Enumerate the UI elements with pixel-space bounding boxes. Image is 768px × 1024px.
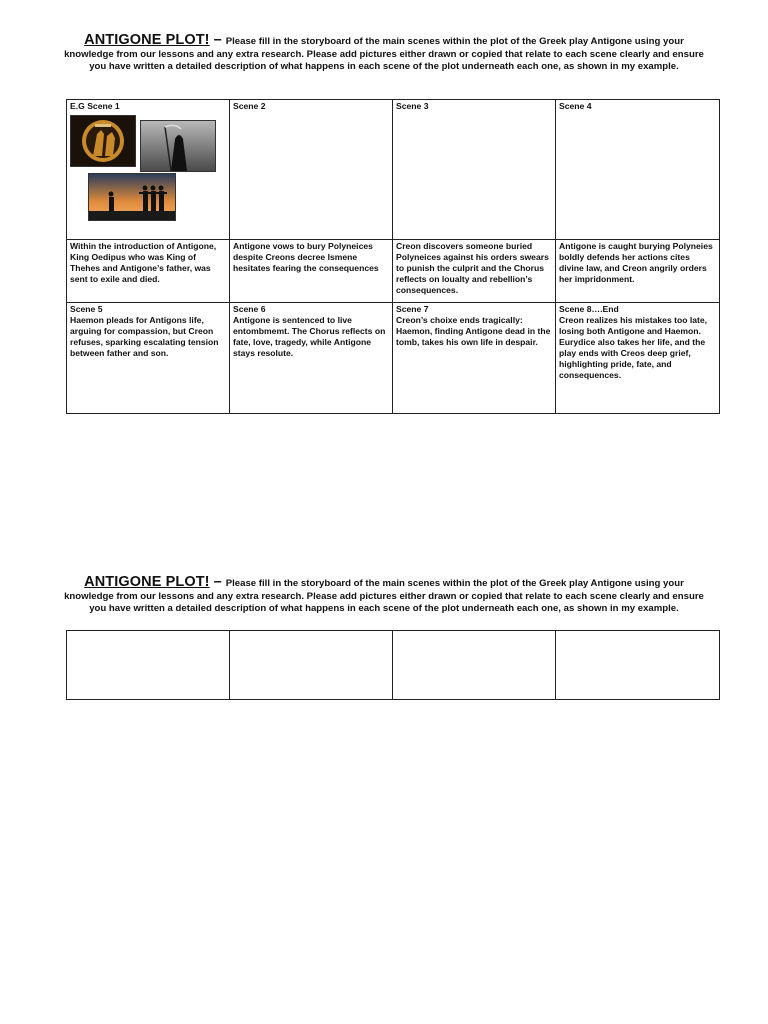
scene-2-label: Scene 2	[233, 101, 266, 111]
scene-7-cell	[393, 303, 556, 414]
title-dash-repeat: –	[209, 574, 226, 590]
description-row	[67, 240, 720, 303]
title-dash: –	[209, 32, 226, 48]
scene-3-label: Scene 3	[396, 101, 429, 111]
grim-reaper-image	[140, 120, 216, 172]
worksheet-title-repeat: ANTIGONE PLOT!	[84, 574, 210, 590]
scene-2-description: Antigone vows to bury Polyneices despite Creons decree Ismene hesitates fearing the consequences	[230, 240, 393, 303]
instructions-text-repeat: Please fill in the storyboard of the main scenes within the plot of the Greek play Antigone using your knowledge from our lessons and any extra research. Please add pictures either drawn or copied that relate to each scene clearly and ensure you have written a detailed description of what happens in each scene of the plot underneath each one, as shown in my example.	[64, 578, 704, 614]
worksheet-title: ANTIGONE PLOT!	[84, 32, 210, 48]
scene-3-description: Creon discovers someone buried Polyneices against his orders swears to punish the culprit and the Chorus reflects on loualty and rebellion’s consequences.	[393, 240, 556, 303]
scene-5-description: Haemon pleads for Antigons life, arguing for compassion, but Creon refuses, sparking escalating tension between father and son.	[70, 315, 219, 358]
scene-6-cell	[230, 303, 393, 414]
empty-storyboard-table	[66, 630, 720, 700]
scene-1-picture-cell	[67, 100, 230, 240]
scene-4-picture-cell	[556, 100, 720, 240]
empty-cell-3[interactable]	[393, 631, 556, 700]
scene-7-label: Scene 7	[396, 304, 429, 314]
silhouette-figures-image	[88, 173, 176, 221]
empty-row	[67, 631, 720, 700]
scene-8-cell	[556, 303, 720, 414]
scene-6-label: Scene 6	[233, 304, 266, 314]
empty-cell-4[interactable]	[556, 631, 720, 700]
picture-row	[67, 100, 720, 240]
scene-1-description: Within the introduction of Antigone, King Oedipus who was King of Thehes and Antigone’s father, was sent to exile and died.	[67, 240, 230, 303]
scene-5-cell	[67, 303, 230, 414]
empty-cell-2[interactable]	[230, 631, 393, 700]
empty-cell-1[interactable]	[67, 631, 230, 700]
greek-vase-image	[70, 115, 136, 167]
instructions-text: Please fill in the storyboard of the main scenes within the plot of the Greek play Antigone using your knowledge from our lessons and any extra research. Please add pictures either drawn or copied that relate to each scene clearly and ensure you have written a detailed description of what happens in each scene of the plot underneath each one, as shown in my example.	[64, 36, 704, 72]
scene-1-pictures	[70, 112, 226, 227]
scene-6-description: Antigone is sentenced to live entombmemt. The Chorus reflects on fate, love, tragedy, while Antigone stays resolute.	[233, 315, 386, 358]
worksheet-header	[64, 34, 704, 74]
scene-1-label: E.G Scene 1	[70, 101, 120, 111]
scene-5-label: Scene 5	[70, 304, 103, 314]
scene-7-description: Creon’s choixe ends tragically: Haemon, finding Antigone dead in the tomb, takes his own life in despair.	[396, 315, 551, 347]
scene-4-label: Scene 4	[559, 101, 592, 111]
scene-8-label: Scene 8….End	[559, 304, 619, 314]
scene-8-description: Creon realizes his mistakes too late, losing both Antigone and Haemon. Eurydice also takes her life, and the play ends with Creos deep grief, highlighting pride, fate, and consequences.	[559, 315, 708, 380]
scene-2-picture-cell	[230, 100, 393, 240]
worksheet-header-repeat	[64, 576, 704, 616]
scene-3-picture-cell	[393, 100, 556, 240]
storyboard-table	[66, 99, 720, 414]
scene-5-8-row	[67, 303, 720, 414]
scene-4-description: Antigone is caught burying Polyneies boldly defends her actions cites divine law, and Creon angrily orders her impridonment.	[556, 240, 720, 303]
